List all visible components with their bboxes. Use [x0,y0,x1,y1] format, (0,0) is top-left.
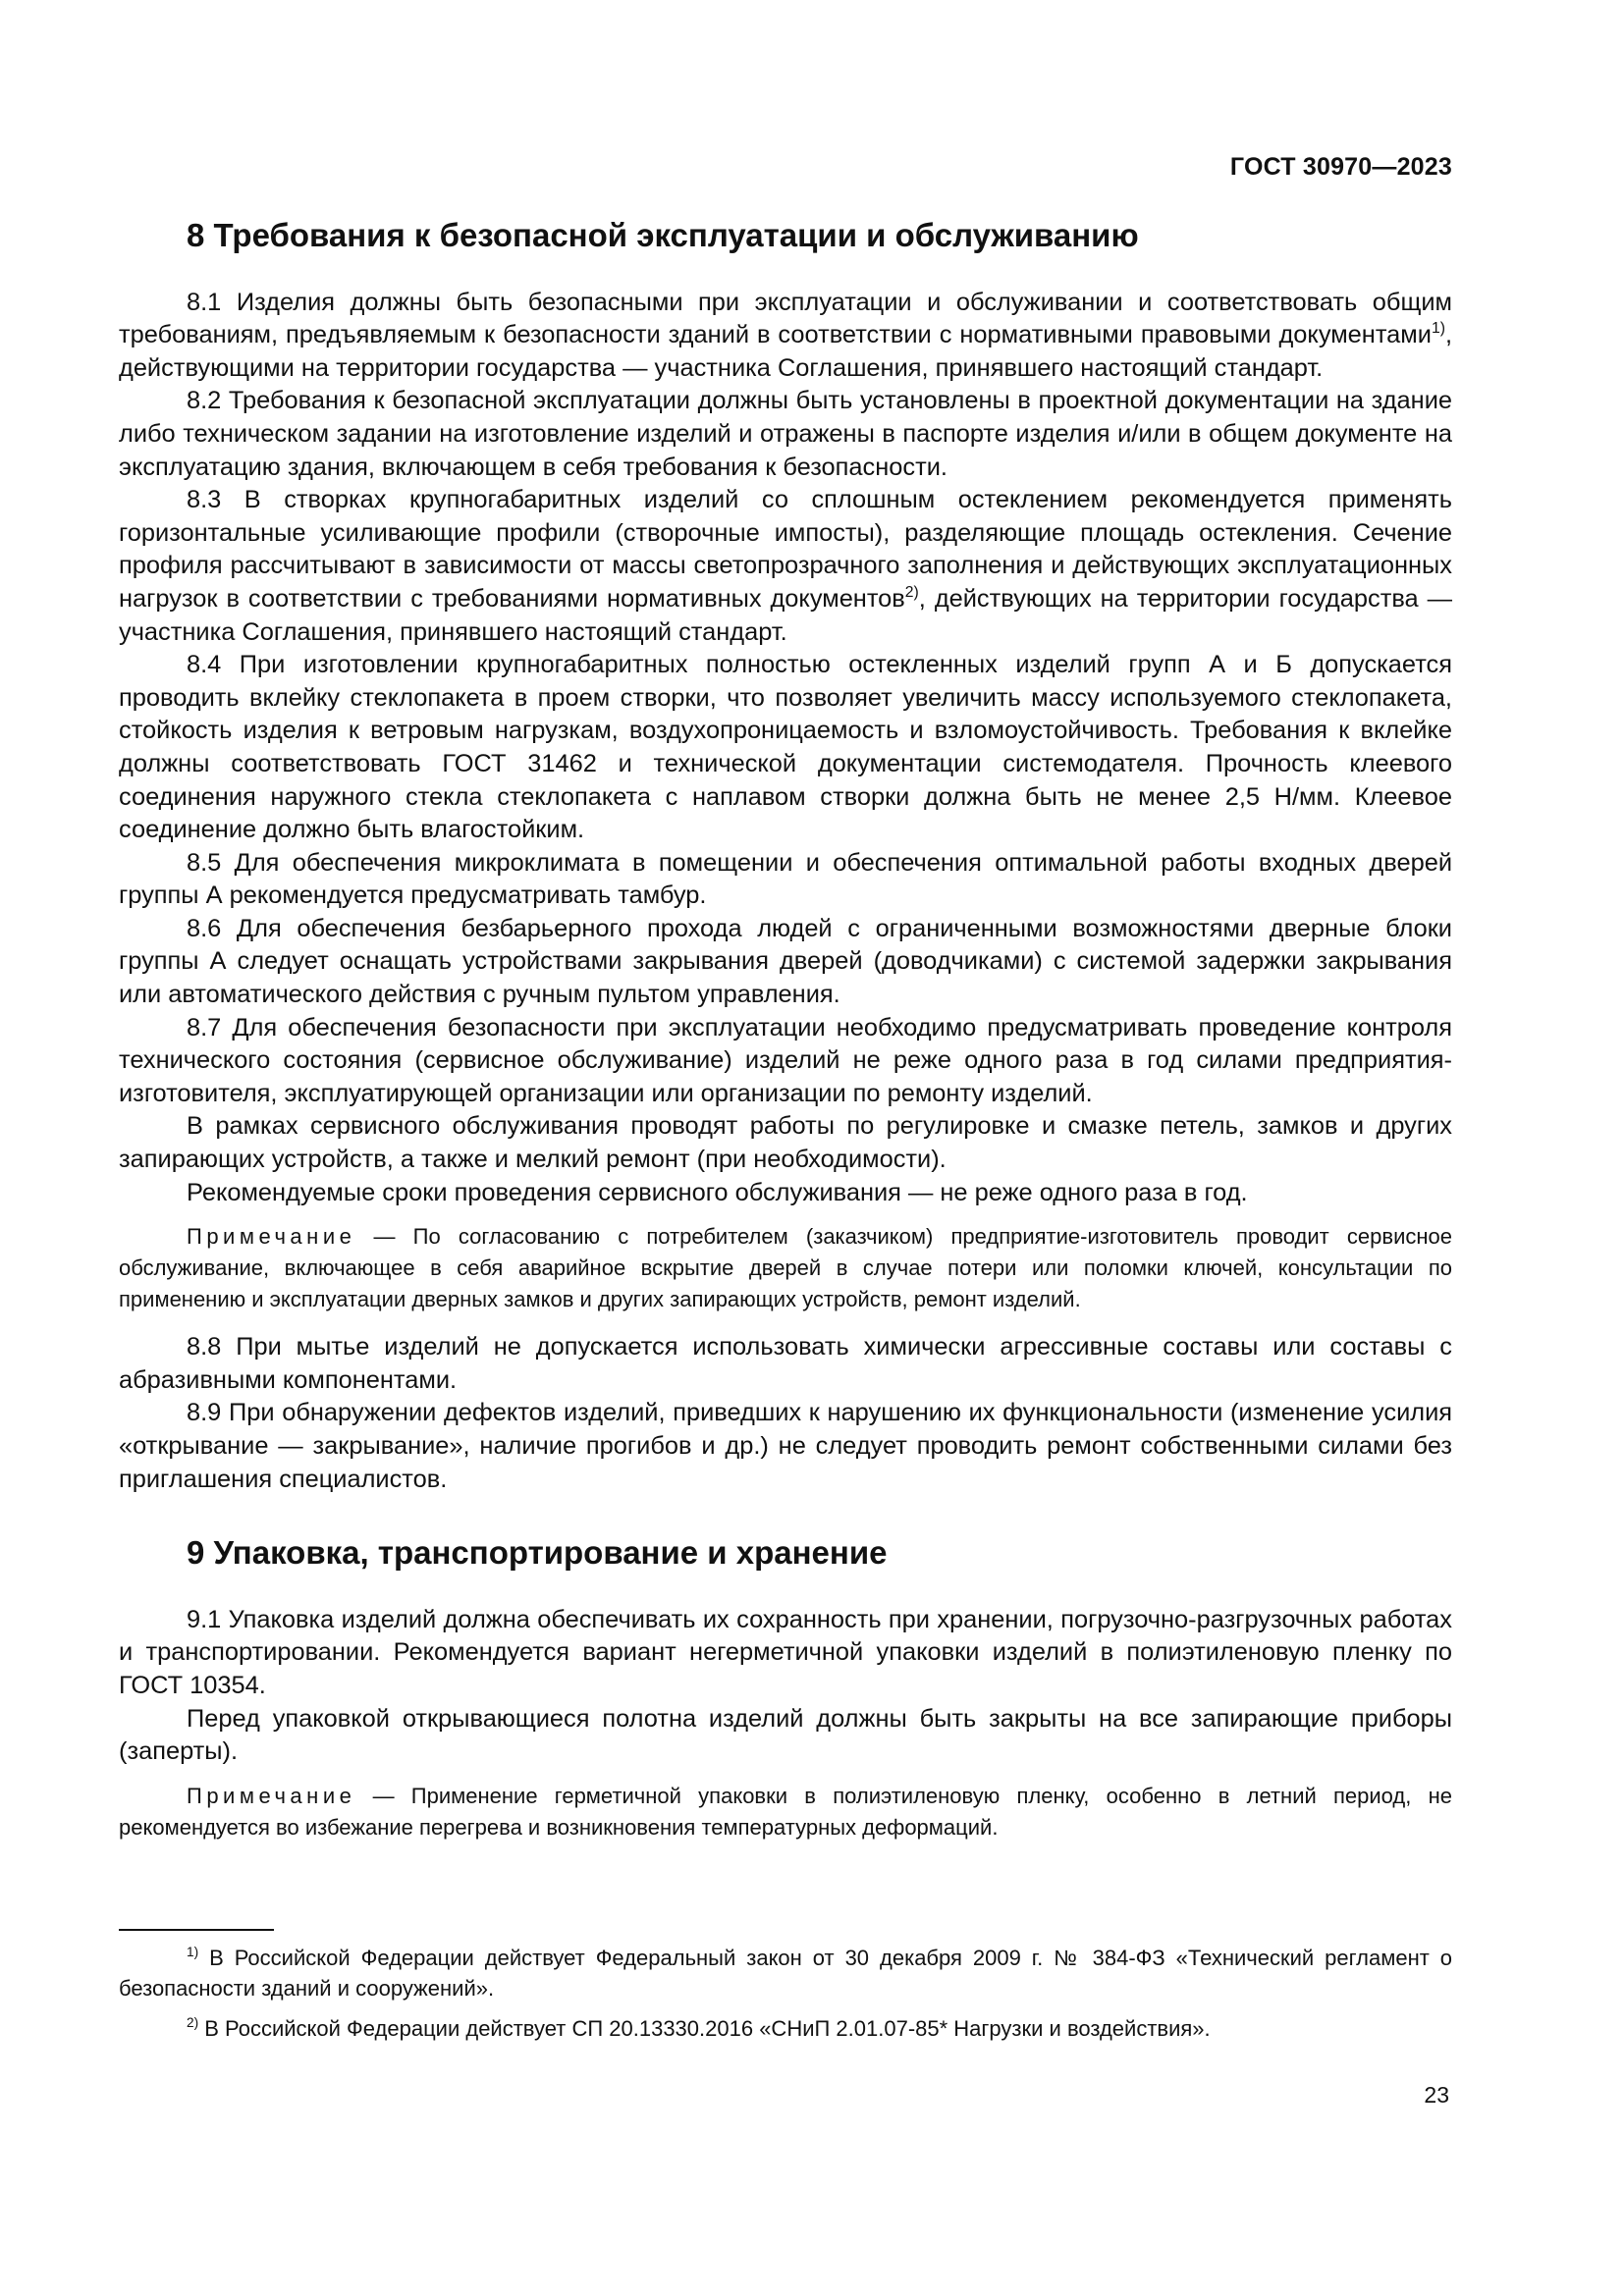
clause-8-5: 8.5 Для обеспечения микроклимата в помещении и обеспечения оптимальной работы входных дверей группы А рекомендуется предусматривать тамбур. [119,848,1452,910]
section-8-heading: 8 Требования к безопасной эксплуатации и обслуживанию [187,217,1139,253]
section-8-note [119,1221,1452,1315]
footnote-1 [119,1943,1452,2003]
page-body [119,216,1452,1859]
document-code: ГОСТ 30970—2023 [1229,153,1452,181]
footnote-ref-1: 1) [1431,319,1445,337]
clause-8-1-text-b: , действующими на территории государства — участника Соглашения, принявшего настоящий стандарт. [119,321,1452,382]
clause-8-7: 8.7 Для обеспечения безопасности при эксплуатации необходимо предусматривать проведение контроля технического состояния (сервисное обслуживание) изделий не реже одного раза в год силами предприятия-изготовителя, эксплуатирующей организации или организации по ремонту изделий. [119,1013,1452,1107]
section-9-heading: 9 Упаковка, транспортирование и хранение [187,1534,888,1572]
clause-8-7-service-terms: Рекомендуемые сроки проведения сервисного обслуживания — не реже одного раза в год. [187,1178,1248,1206]
clause-8-1-text-a: 8.1 Изделия должны быть безопасными при эксплуатации и обслуживании и соответствовать общим требованиям, предъявляемым к безопасности зданий в соответствии с нормативными правовыми документами [119,288,1452,349]
footnote-text: В Российской Федерации действует Федеральный закон от 30 декабря 2009 г. № 384-ФЗ «Технический регламент о безопасности зданий и сооружений». [119,1946,1452,2001]
clause-8-7-service-works: В рамках сервисного обслуживания проводят работы по регулировке и смазке петель, замков и других запирающих устройств, а также и мелкий ремонт (при необходимости). [119,1112,1452,1174]
clause-9-1: 9.1 Упаковка изделий должна обеспечивать их сохранность при хранении, погрузочно-разгрузочных работах и транспортировании. Рекомендуется вариант негерметичной упаковки изделий в полиэтиленовую пленку по ГОСТ 10354. [119,1605,1452,1699]
note-text: — Применение герметичной упаковки в полиэтиленовую пленку, особенно в летний период, не рекомендуется во избежание перегрева и возникновения температурных деформаций. [119,1783,1452,1840]
clause-8-2: 8.2 Требования к безопасной эксплуатации должны быть установлены в проектной документации на здание либо техническом задании на изготовление изделий и отражены в паспорте изделия и/или в общем документе на эксплуатацию здания, включающем в себя требования к безопасности. [119,387,1452,481]
footnote-ref-2: 2) [904,583,919,601]
clause-8-9: 8.9 При обнаружении дефектов изделий, приведших к нарушению их функциональности (изменение усилия «открывание — закрывание», наличие прогибов и др.) не следует проводить ремонт собственными силами без приглашения специалистов. [119,1399,1452,1493]
section-9-note [119,1781,1452,1843]
clause-8-1 [119,287,1452,386]
footnote-mark: 1) [187,1945,199,1960]
clause-8-8: 8.8 При мытье изделий не допускается использовать химически агрессивные составы или составы с абразивными компонентами. [119,1333,1452,1394]
clause-8-3-text-a: 8.3 В створках крупногабаритных изделий со сплошным остеклением рекомендуется применять горизонтальные усиливающие профили (створочные импосты), разделяющие площадь остекления. Сечение профиля рассчитывают в зависимости от массы светопрозрачного заполнения и действующих эксплуатационных нагрузок в соответствии с требованиями нормативных документов [119,486,1452,613]
footnote-divider [119,1929,274,1931]
clause-9-1-locks: Перед упаковкой открывающиеся полотна изделий должны быть закрыты на все запирающие приборы (заперты). [119,1704,1452,1766]
note-label: Примечание [187,1224,356,1250]
clause-8-3 [119,484,1452,649]
clause-8-3-text-b: , действующих на территории государства — участника Соглашения, принявшего настоящий стандарт. [119,584,1452,646]
footnotes [119,1943,1452,2054]
footnote-text: В Российской Федерации действует СП 20.13330.2016 «СНиП 2.01.07-85* Нагрузки и воздействия». [198,2016,1211,2041]
note-text: — По согласованию с потребителем (заказчиком) предприятие-изготовитель проводит сервисное обслуживание, включающее в себя аварийное вскрытие дверей в случае потери или поломки ключей, консультации по применению и эксплуатации дверных замков и других запирающих устройств, ремонт изделий. [119,1224,1452,1312]
note-label: Примечание [187,1783,356,1808]
clause-8-6: 8.6 Для обеспечения безбарьерного прохода людей с ограниченными возможностями дверные блоки группы А следует оснащать устройствами закрывания дверей (доводчиками) с системой задержки закрывания или автоматического действия с ручным пультом управления. [119,914,1452,1009]
page-number: 23 [1424,2082,1449,2108]
footnote-mark: 2) [187,2015,199,2031]
footnote-2 [119,2013,1452,2044]
clause-8-4: 8.4 При изготовлении крупногабаритных полностью остекленных изделий групп А и Б допускается проводить вклейку стеклопакета в проем створки, что позволяет увеличить массу используемого стеклопакета, стойкость изделия к ветровым нагрузкам, воздухопроницаемость и взломоустойчивость. Требования к вклейке должны соответствовать ГОСТ 31462 и технической документации системодателя. Прочность клеевого соединения наружного стекла стеклопакета с наплавом створки должна быть не менее 2,5 Н/мм. Клеевое соединение должно быть влагостойким. [119,651,1452,844]
